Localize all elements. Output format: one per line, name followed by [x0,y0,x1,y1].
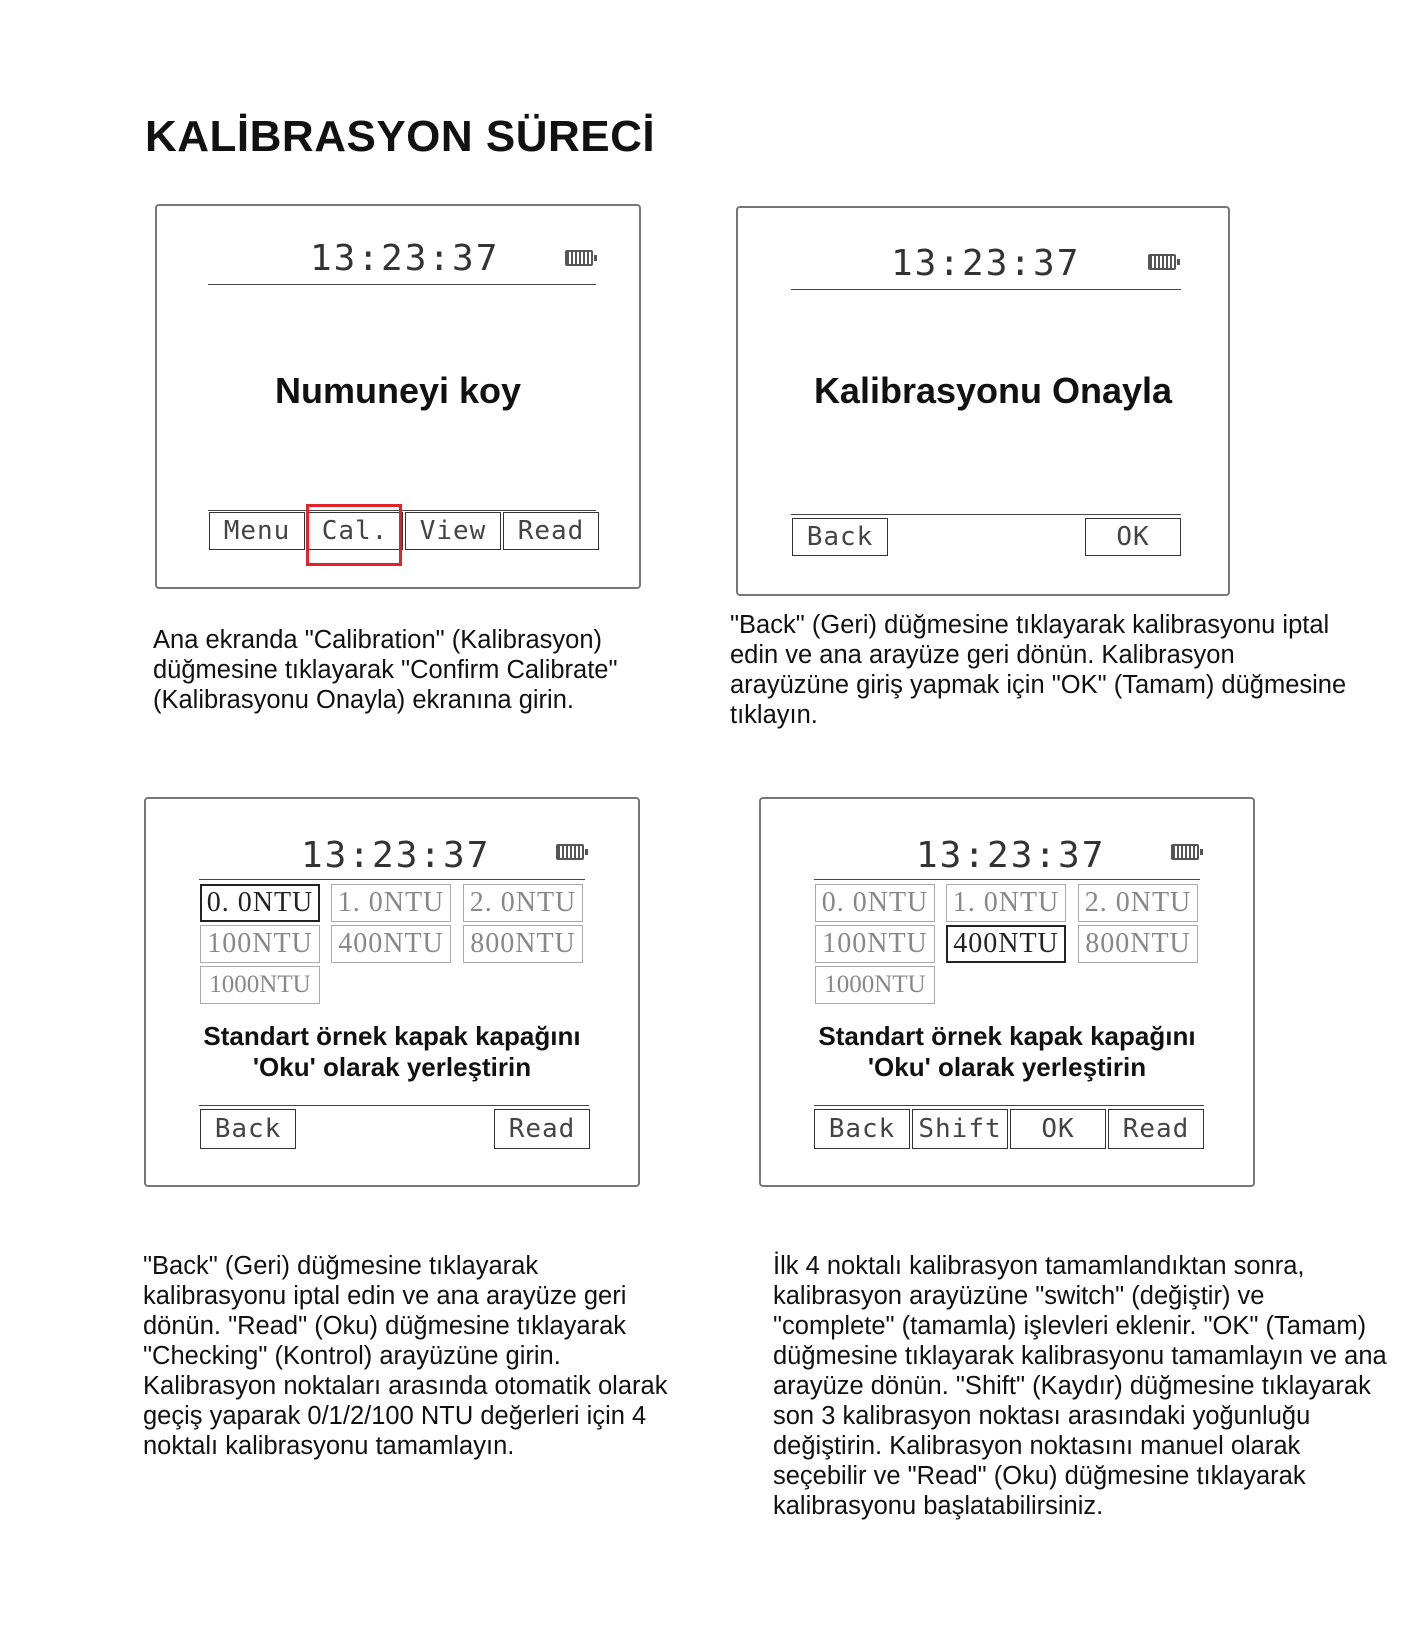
shift-button[interactable]: Shift [912,1109,1008,1149]
clock: 13:23:37 [891,243,1081,284]
device-screen-confirm [736,206,1230,596]
cal-point-100ntu[interactable]: 100NTU [200,925,320,963]
cal-point-0ntu[interactable]: 0. 0NTU [200,884,320,922]
menu-button[interactable]: Menu [209,512,305,550]
panel-4-description: İlk 4 noktalı kalibrasyon tamamlandıktan sonra, kalibrasyon arayüzüne "switch" (değiştir) ve "complete" (tamamla) işlevleri eklenir. "OK" (Tamam) düğmesine tıklayarak kalibrasyonu tamamlayın ve ana arayüze dönün. "Shift" (Kaydır) düğmesine tıklayarak son 3 kalibrasyon noktası arasındaki yoğunluğu değiştirin. Kalibrasyon noktasını manuel olarak seçebilir ve "Read" (Oku) düğmesine tıklayarak kalibrasyonu başlatabilirsiniz. [773,1252,1387,1520]
read-button[interactable]: Read [1108,1109,1204,1149]
divider [199,879,585,880]
cal-point-100ntu[interactable]: 100NTU [815,925,935,963]
screen-message: Numuneyi koy [274,370,522,411]
screen-message: Kalibrasyonu Onayla [813,370,1173,411]
device-screen-sample [155,204,641,589]
screen-message-line2: 'Oku' olarak yerleştirin [867,1052,1147,1082]
divider [814,1105,1204,1106]
divider [791,289,1181,290]
cal-point-1ntu[interactable]: 1. 0NTU [946,884,1066,922]
cal-point-0ntu[interactable]: 0. 0NTU [815,884,935,922]
cal-point-400ntu[interactable]: 400NTU [946,925,1066,963]
cal-point-800ntu[interactable]: 800NTU [1078,925,1198,963]
ok-button[interactable]: OK [1010,1109,1106,1149]
clock: 13:23:37 [916,835,1106,876]
cal-point-400ntu[interactable]: 400NTU [331,925,451,963]
screen-message-line2: 'Oku' olarak yerleştirin [252,1052,532,1082]
cal-point-800ntu[interactable]: 800NTU [463,925,583,963]
view-button[interactable]: View [405,512,501,550]
divider [814,879,1200,880]
device-screen-calibrate-extended [759,797,1255,1187]
cal-button-highlight [306,504,402,566]
cal-point-2ntu[interactable]: 2. 0NTU [463,884,583,922]
battery-icon [565,250,593,266]
divider [199,1105,589,1106]
screen-message-line1: Standart örnek kapak kapağını [203,1021,581,1051]
back-button[interactable]: Back [200,1109,296,1149]
device-screen-calibrate [144,797,640,1187]
cal-button[interactable]: Cal. [307,512,403,550]
divider [208,284,596,285]
divider [208,510,596,511]
cal-point-1ntu[interactable]: 1. 0NTU [331,884,451,922]
ok-button[interactable]: OK [1085,518,1181,556]
panel-1-description: Ana ekranda "Calibration" (Kalibrasyon) düğmesine tıklayarak "Confirm Calibrate" (Kalibrasyonu Onayla) ekranına girin. [153,626,618,714]
cal-point-1000ntu[interactable]: 1000NTU [815,966,935,1004]
clock: 13:23:37 [301,835,491,876]
panel-3-description: "Back" (Geri) düğmesine tıklayarak kalibrasyonu iptal edin ve ana arayüze geri dönün. "Read" (Oku) düğmesine tıklayarak "Checking" (Kontrol) arayüzüne girin. Kalibrasyon noktaları arasında otomatik olarak geçiş yaparak 0/1/2/100 NTU değerleri için 4 noktalı kalibrasyonu tamamlayın. [143,1252,668,1460]
page-title: KALİBRASYON SÜRECİ [145,112,656,161]
back-button[interactable]: Back [814,1109,910,1149]
read-button[interactable]: Read [503,512,599,550]
battery-icon [556,844,584,860]
screen-message-line1: Standart örnek kapak kapağını [818,1021,1196,1051]
read-button[interactable]: Read [494,1109,590,1149]
clock: 13:23:37 [310,238,500,279]
cal-point-1000ntu[interactable]: 1000NTU [200,966,320,1004]
back-button[interactable]: Back [792,518,888,556]
battery-icon [1148,254,1176,270]
cal-point-2ntu[interactable]: 2. 0NTU [1078,884,1198,922]
divider [791,514,1181,515]
battery-icon [1171,844,1199,860]
panel-2-description: "Back" (Geri) düğmesine tıklayarak kalibrasyonu iptal edin ve ana arayüze geri dönün. Kalibrasyon arayüzüne giriş yapmak için "OK" (Tamam) düğmesine tıklayın. [730,611,1347,729]
